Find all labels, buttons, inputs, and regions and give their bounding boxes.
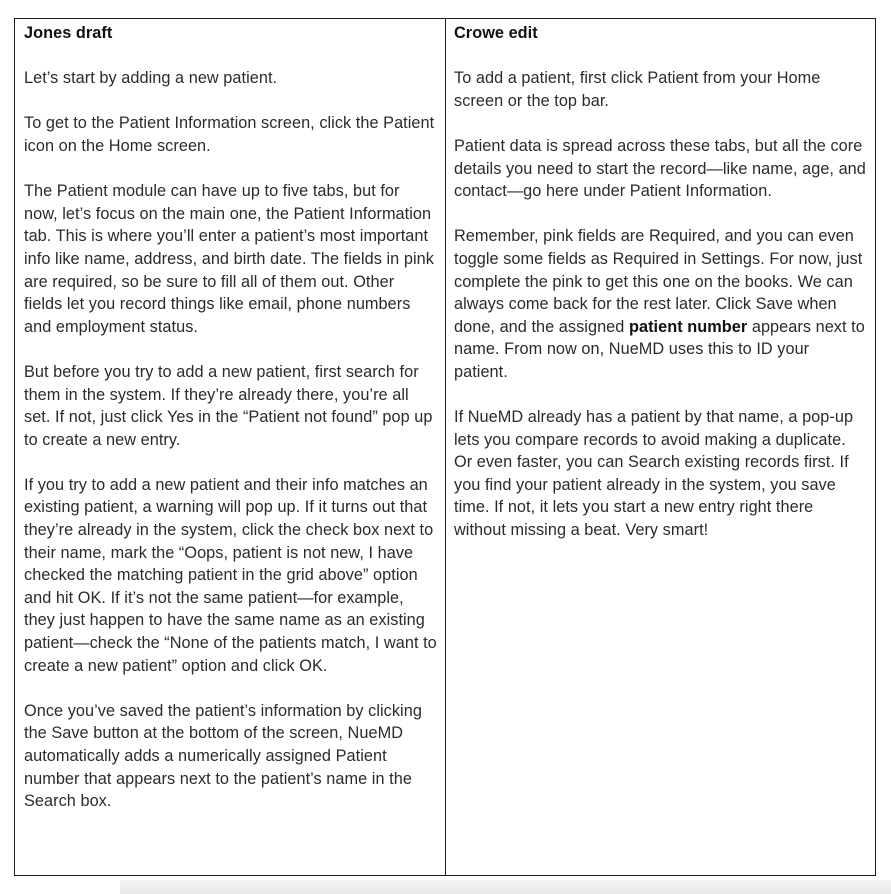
patient-number-term: patient number [628, 317, 748, 336]
jones-paragraph-2: To get to the Patient Information screen, click the Patient icon on the Home screen. [24, 114, 435, 155]
crowe-edit-heading: Crowe edit [454, 24, 538, 42]
jones-paragraph-1: Let’s start by adding a new patient. [24, 69, 278, 88]
jones-paragraph-5: If you try to add a new patient and their info matches an existing patient, a warning will pop up. If it turns out that they’re already in the system, click the check box next to their name, mark the “Oops, patient is not new, I have checked the matching patient in the grid above” option and hit OK. If it’s not the same patient—for example, they just happen to have the same name as an existing patient—check the “None of the patients match, I want to create a new patient” option and click OK. [24, 475, 437, 675]
crowe-paragraph-4: If NueMD already has a patient by that name, a pop-up lets you compare records to avoid making a duplicate. Or even faster, you can Search existing records first. If you find your patient already in the system, you save time. If not, it lets you start a new entry right there without missing a beat. Very smart! [454, 408, 854, 540]
crowe-paragraph-3 [454, 225, 867, 383]
jones-paragraph-6: Once you’ve saved the patient’s information by clicking the Save button at the bottom of the screen, NueMD automatically adds a numerically assigned Patient number that appears next to the patient’s name in the Search box. [24, 701, 422, 811]
comparison-table [14, 18, 876, 876]
crowe-edit-column [446, 19, 875, 875]
jones-paragraph-3: The Patient module can have up to five tabs, but for now, let’s focus on the main one, the Patient Information tab. This is where you’ll enter a patient’s most important info like name, address, and birth date. The fields in pink are required, so be sure to fill all of them out. Other fields let you record things like email, phone numbers and employment status. [24, 182, 434, 336]
crowe-paragraph-2: Patient data is spread across these tabs, but all the core details you need to start the record—like name, age, and contact—go here under Patient Information. [454, 136, 866, 201]
jones-draft-heading: Jones draft [24, 24, 113, 42]
jones-paragraph-4: But before you try to add a new patient, first search for them in the system. If they’re already there, you’re all set. If not, just click Yes in the “Patient not found” pop up to create a new entry. [24, 362, 433, 449]
page-bottom-edge [120, 880, 891, 894]
jones-draft-column [15, 19, 446, 875]
crowe-paragraph-3-text-end: appears next to name. From now on, NueMD uses this to ID your patient. [454, 317, 865, 381]
crowe-paragraph-1: To add a patient, first click Patient from your Home screen or the top bar. [454, 69, 821, 110]
crowe-paragraph-3-text-start: Remember, pink fields are Required, and you can even toggle some fields as Required in Settings. For now, just complete the pink to get this one on the books. We can always come back for the rest later. Click Save when done, and the assigned [454, 227, 863, 336]
